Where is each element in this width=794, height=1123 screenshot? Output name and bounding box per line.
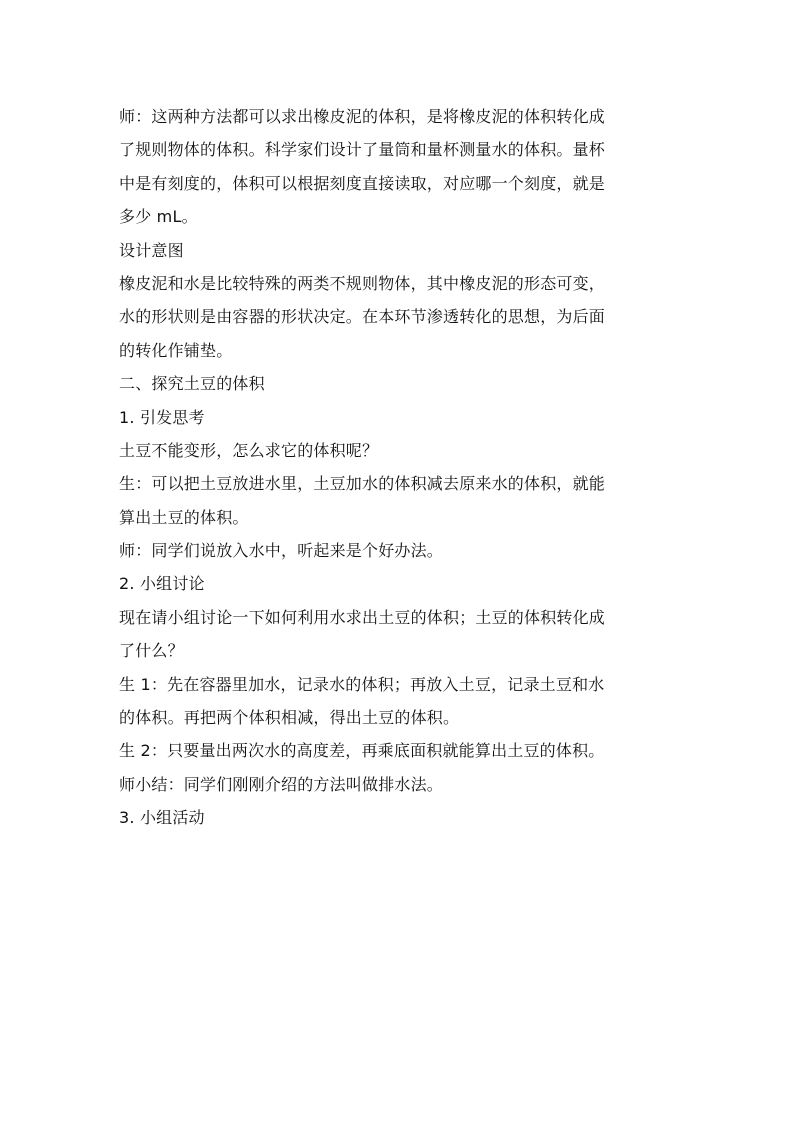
paragraph-line: 了什么？: [119, 641, 184, 661]
paragraph-line: 师：这两种方法都可以求出橡皮泥的体积，是将橡皮泥的体积转化成: [119, 107, 606, 126]
paragraph-line: 的体积。再把两个体积相减，得出土豆的体积。: [119, 708, 460, 728]
subsection-heading: 3. 小组活动: [119, 808, 205, 828]
paragraph-line: 多少 mL。: [119, 207, 198, 227]
document-body: [119, 100, 679, 835]
paragraph-line: 师小结：同学们刚刚介绍的方法叫做排水法。: [119, 774, 444, 794]
subsection-heading: 1. 引发思考: [119, 407, 205, 427]
subsection-heading: 2. 小组讨论: [119, 574, 205, 594]
paragraph-line: 水的形状则是由容器的形状决定。在本环节渗透转化的思想，为后面: [119, 307, 606, 327]
paragraph-line: 师：同学们说放入水中，听起来是个好办法。: [119, 541, 444, 561]
paragraph-line: 了规则物体的体积。科学家们设计了量筒和量杯测量水的体积。量杯: [119, 140, 606, 160]
paragraph-line: 算出土豆的体积。: [119, 507, 249, 527]
paragraph-line: 橡皮泥和水是比较特殊的两类不规则物体，其中橡皮泥的形态可变，: [119, 273, 606, 293]
section-heading: 二、探究土豆的体积: [119, 374, 265, 394]
paragraph-line: 生 1：先在容器里加水，记录水的体积；再放入土豆，记录土豆和水: [119, 674, 605, 694]
paragraph-line: 中是有刻度的，体积可以根据刻度直接读取，对应哪一个刻度，就是: [119, 173, 606, 193]
paragraph-line: 生：可以把土豆放进水里，土豆加水的体积减去原来水的体积，就能: [119, 474, 606, 494]
paragraph-line: 的转化作铺垫。: [119, 340, 233, 360]
paragraph-line: 土豆不能变形，怎么求它的体积呢？: [119, 440, 379, 460]
section-heading: 设计意图: [119, 240, 184, 260]
paragraph-line: 生 2：只要量出两次水的高度差，再乘底面积就能算出土豆的体积。: [119, 741, 605, 761]
paragraph-line: 现在请小组讨论一下如何利用水求出土豆的体积；土豆的体积转化成: [119, 607, 606, 627]
